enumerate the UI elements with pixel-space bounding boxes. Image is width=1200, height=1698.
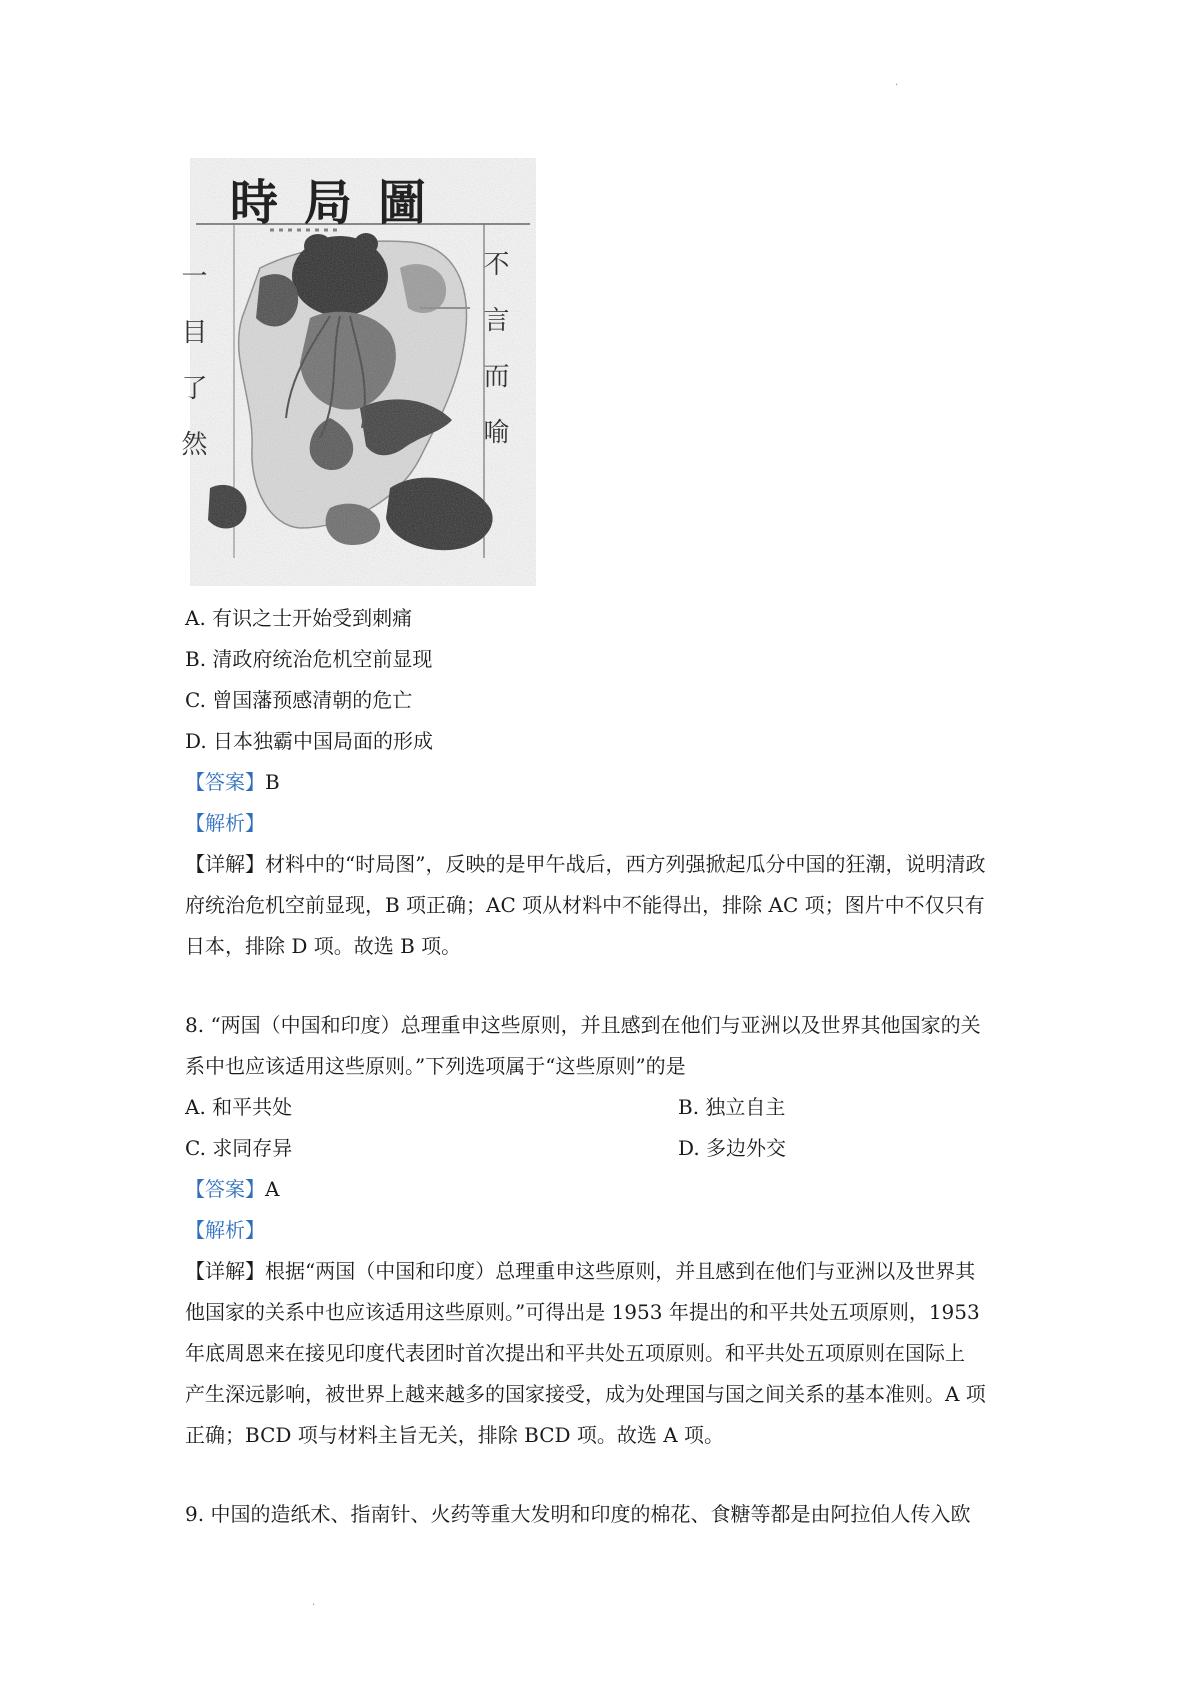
q8-detail-line-1: [185, 1257, 975, 1285]
q8-detail-line-2: 他国家的关系中也应该适用这些原则。”可得出是 1953 年提出的和平共处五项原则，1953: [185, 1300, 980, 1324]
q7-detail-line-1: [185, 850, 985, 878]
q7-option-c: C. 曾国藩预感清朝的危亡: [185, 688, 413, 712]
cartoon-right-caption: 不言而喻: [479, 250, 509, 474]
detail-label: 【详解】: [185, 852, 265, 876]
scan-dot: ·: [895, 80, 899, 91]
answer-label: 【答案】: [185, 770, 265, 794]
cartoon-left-caption: 一目了然: [177, 262, 207, 486]
q8-detail-line-3: 年底周恩来在接见印度代表团时首次提出和平共处五项原则。和平共处五项原则在国际上: [185, 1341, 965, 1365]
q8-stem-line-2: 系中也应该适用这些原则。”下列选项属于“这些原则”的是: [185, 1054, 686, 1078]
q7-analysis-label: 【解析】: [185, 811, 265, 835]
answer-label: 【答案】: [185, 1177, 265, 1201]
q7-option-a: A. 有识之士开始受到刺痛: [185, 606, 413, 630]
answer-value: B: [265, 770, 280, 794]
q9-stem-line-1: 9. 中国的造纸术、指南针、火药等重大发明和印度的棉花、食糖等都是由阿拉伯人传入欧: [185, 1502, 971, 1526]
q8-option-d: D. 多边外交: [678, 1136, 787, 1160]
q7-option-d: D. 日本独霸中国局面的形成: [185, 729, 434, 753]
detail-text: 材料中的“时局图”，反映的是甲午战后，西方列强掀起瓜分中国的狂潮，说明清政: [265, 852, 986, 876]
q8-option-a: A. 和平共处: [185, 1095, 293, 1119]
detail-text: 根据“两国（中国和印度）总理重申这些原则，并且感到在他们与亚洲以及世界其: [265, 1259, 976, 1283]
q8-answer: [185, 1175, 279, 1203]
shiju-tu-cartoon: [177, 158, 536, 586]
q7-detail-line-3: 日本，排除 D 项。故选 B 项。: [185, 934, 462, 958]
q8-detail-line-4: 产生深远影响，被世界上越来越多的国家接受，成为处理国与国之间关系的基本准则。A 项: [185, 1382, 986, 1406]
detail-label: 【详解】: [185, 1259, 265, 1283]
q7-answer: [185, 768, 280, 796]
q8-detail-line-5: 正确；BCD 项与材料主旨无关，排除 BCD 项。故选 A 项。: [185, 1423, 725, 1447]
q8-stem-line-1: 8. “两国（中国和印度）总理重申这些原则，并且感到在他们与亚洲以及世界其他国家的关: [185, 1013, 981, 1037]
cartoon-title: 時局圖: [230, 175, 453, 231]
q8-option-b: B. 独立自主: [678, 1095, 786, 1119]
scan-dot: ·: [312, 1600, 316, 1611]
answer-value: A: [265, 1177, 280, 1201]
q8-option-c: C. 求同存异: [185, 1136, 293, 1160]
q8-analysis-label: 【解析】: [185, 1218, 265, 1242]
q7-detail-line-2: 府统治危机空前显现，B 项正确；AC 项从材料中不能得出，排除 AC 项；图片中不仅只有: [185, 893, 985, 917]
q7-option-b: B. 清政府统治危机空前显现: [185, 647, 433, 671]
